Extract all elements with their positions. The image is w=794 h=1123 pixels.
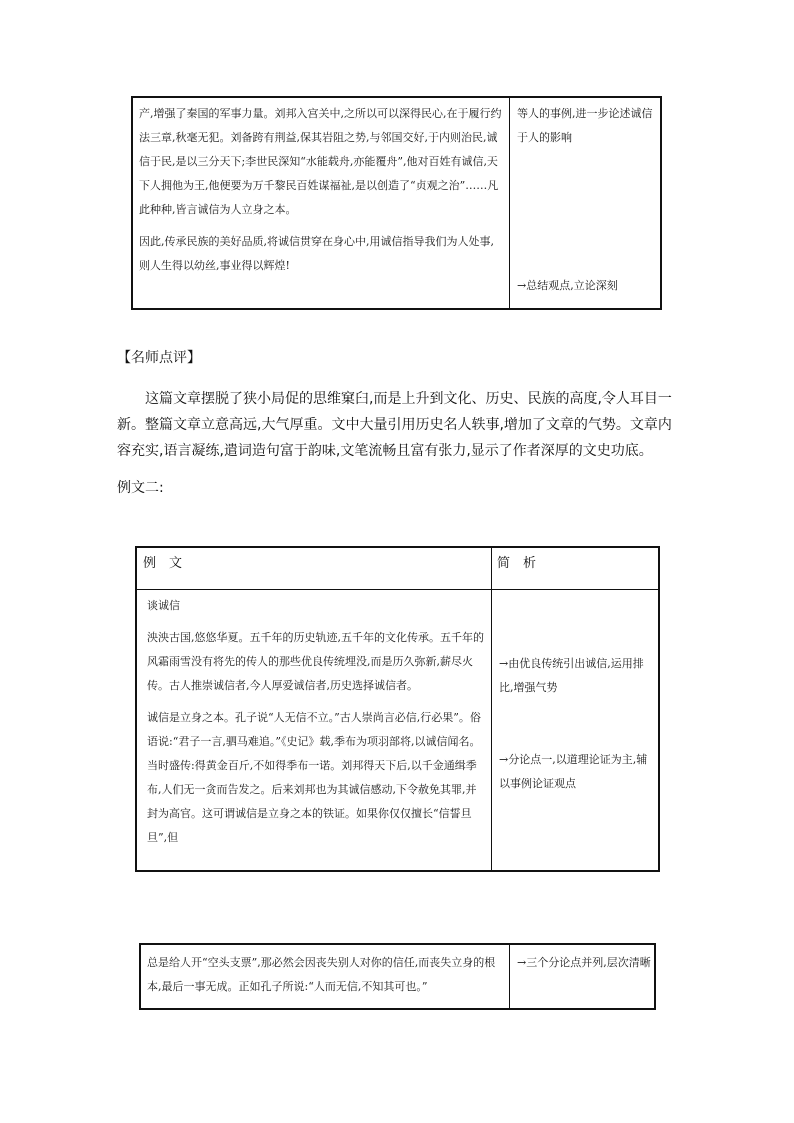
table2-note: →分论点一,以道理论证为主,辅以事例论证观点 bbox=[499, 753, 648, 790]
table1-note: →总结观点,立论深刻 bbox=[517, 279, 618, 292]
header-divider bbox=[137, 589, 658, 590]
example-label: 例文二: bbox=[117, 480, 164, 496]
table2-paragraph: 诚信是立身之本。孔子说“人无信不立。”古人崇尚言必信,行必果”。俗语说:“君子一言,驷马难追。”《史记》载,季布为项羽部将,以诚信闻名。当时盛传:得黄金百斤,不如得季布一诺。刘邦得天下后,以千金通缉季布,人们无一贪而告发之。后来刘邦也为其诚信感动,下令赦免其罪,并封为高官。这可谓诚信是立身之本的铁证。如果你仅仅擅长“信誓旦旦”,但 bbox=[147, 711, 481, 844]
table-3 bbox=[139, 943, 656, 1010]
table1-paragraph: 因此,传承民族的美好品质,将诚信贯穿在身心中,用诚信指导我们为人处事,则人生得以幼丝,事业得以辉煌! bbox=[139, 235, 494, 272]
table2-header-left: 例 文 bbox=[143, 556, 183, 571]
table-2 bbox=[135, 546, 660, 872]
table2-left-cell bbox=[147, 594, 485, 850]
review-heading: 【名师点评】 bbox=[117, 350, 201, 366]
table1-left-cell bbox=[139, 102, 503, 278]
table1-note: 等人的事例,进一步论述诚信于人的影响 bbox=[517, 107, 653, 144]
column-divider bbox=[491, 548, 492, 870]
column-divider bbox=[509, 98, 510, 308]
table3-left-cell: 总是给人开“空头支票”,那必然会因丧失别人对你的信任,而丧失立身的根本,最后一事无成。正如孔子所说:“人而无信,不知其可也。” bbox=[147, 956, 496, 993]
review-text: 这篇文章摆脱了狭小局促的思维窠臼,而是上升到文化、历史、民族的高度,令人耳目一新。整篇文章立意高远,大气厚重。文中大量引用历史名人轶事,增加了文章的气势。文章内容充实,语言凝练,遣词造句富于韵味,文笔流畅且富有张力,显示了作者深厚的文史功底。 bbox=[117, 391, 672, 459]
table1-paragraph: 产,增强了秦国的军事力量。刘邦入宫关中,之所以可以深得民心,在于履行约法三章,秋毫无犯。刘备跨有荆益,保其岩阻之势,与邻国交好,于内则治民,诚信于民,是以三分天下;李世民深知“水能载舟,亦能覆舟”,他对百姓有诚信,天下人拥他为王,他便要为万千黎民百姓谋福祉,是以创造了“贞观之治”……凡此种种,皆言诚信为人立身之本。 bbox=[139, 107, 502, 216]
table3-note: →三个分论点并列,层次清晰 bbox=[517, 956, 651, 969]
table2-header-right: 简 析 bbox=[497, 556, 537, 571]
table-1 bbox=[131, 96, 662, 310]
column-divider bbox=[509, 945, 510, 1008]
table2-paragraph: 泱泱古国,悠悠华夏。五千年的历史轨迹,五千年的文化传承。五千年的风霜雨雪没有将先的传人的那些优良传统埋没,而是历久弥新,薪尽火传。古人推崇诚信者,今人厚爱诚信者,历史选择诚信者。 bbox=[147, 631, 484, 692]
article-title: 谈诚信 bbox=[147, 599, 180, 612]
table2-note: →由优良传统引出诚信,运用排比,增强气势 bbox=[499, 657, 644, 694]
